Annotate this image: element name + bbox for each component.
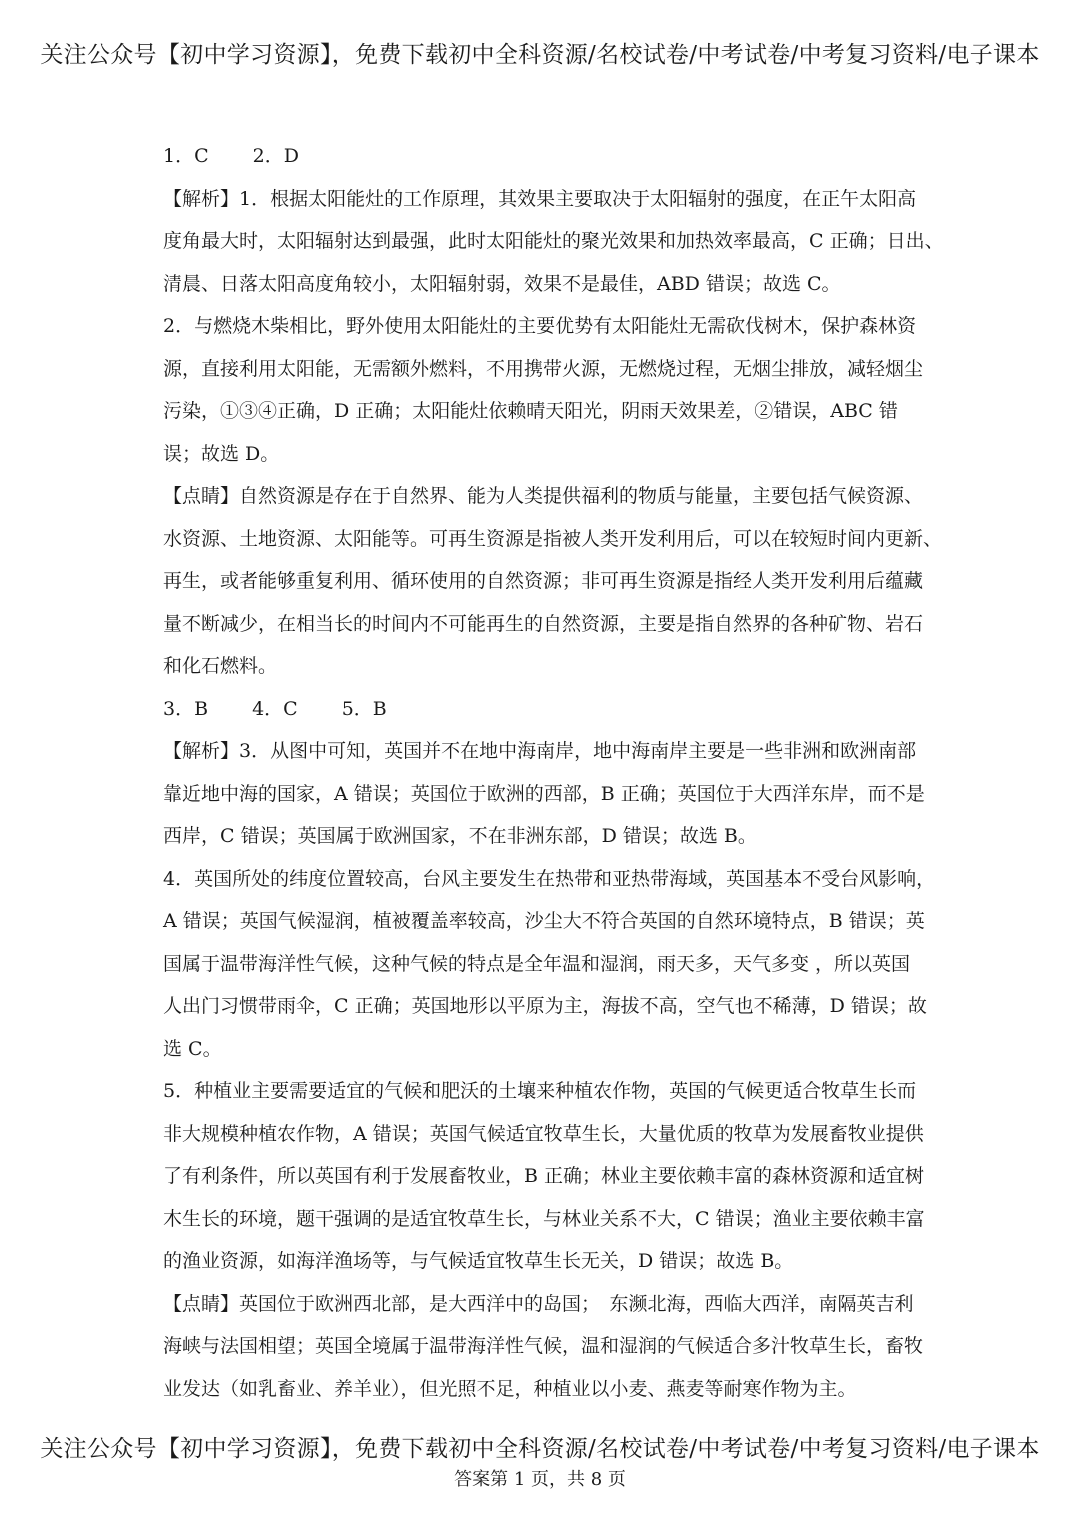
header-banner: 关注公众号【初中学习资源】，免费下载初中全科资源/名校试卷/中考试卷/中考复习资料/电子课本	[40, 42, 1040, 68]
analysis-line: 2．与燃烧木柴相比，野外使用太阳能灶的主要优势有太阳能灶无需砍伐树木，保护森林资	[163, 315, 917, 337]
key-point-line: 再生，或者能够重复利用、循环使用的自然资源；非可再生资源是指经人类开发利用后蕴藏	[163, 570, 924, 592]
analysis-line: 靠近地中海的国家，A 错误；英国位于欧洲的西部，B 正确；英国位于大西洋东岸，而不是	[163, 782, 925, 805]
key-point-line: 【点睛】自然资源是存在于自然界、能为人类提供福利的物质与能量，主要包括气候资源、	[163, 485, 924, 507]
analysis-line: 清晨、日落太阳高度角较小，太阳辐射弱，效果不是最佳，ABD 错误；故选 C。	[163, 272, 841, 295]
key-point-line: 量不断减少，在相当长的时间内不可能再生的自然资源，主要是指自然界的各种矿物、岩石	[163, 612, 924, 635]
key-point-line: 业发达（如乳畜业、养羊业），但光照不足，种植业以小麦、燕麦等耐寒作物为主。	[163, 1377, 857, 1400]
analysis-line: 【解析】1．根据太阳能灶的工作原理，其效果主要取决于太阳辐射的强度，在正午太阳高	[163, 187, 917, 210]
analysis-line: 人出门习惯带雨伞，C 正确；英国地形以平原为主，海拔不高，空气也不稀薄，D 错误；故	[163, 995, 927, 1017]
analysis-line: 污染，①③④正确，D 正确；太阳能灶依赖晴天阳光，阴雨天效果差，②错误，ABC 错	[163, 400, 898, 422]
analysis-line: 度角最大时，太阳辐射达到最强，此时太阳能灶的聚光效果和加热效率最高，C 正确；日出、	[163, 230, 944, 252]
analysis-line: 木生长的环境，题干强调的是适宜牧草生长，与林业关系不大，C 错误；渔业主要依赖丰富	[163, 1207, 925, 1230]
analysis-line: 4．英国所处的纬度位置较高，台风主要发生在热带和亚热带海域，英国基本不受台风影响，	[163, 867, 936, 890]
analysis-line: 非大规模种植农作物，A 错误；英国气候适宜牧草生长，大量优质的牧草为发展畜牧业提供	[163, 1122, 924, 1145]
answer-q3: 3．B	[163, 697, 209, 720]
analysis-line: 的渔业资源，如海洋渔场等，与气候适宜牧草生长无关，D 错误；故选 B。	[163, 1250, 794, 1272]
answer-content	[163, 135, 944, 1410]
key-point-line: 和化石燃料。	[163, 655, 278, 677]
analysis-line: 了有利条件，所以英国有利于发展畜牧业，B 正确；林业主要依赖丰富的森林资源和适宜树	[163, 1165, 925, 1187]
footer-banner: 关注公众号【初中学习资源】，免费下载初中全科资源/名校试卷/中考试卷/中考复习资料/电子课本	[40, 1436, 1040, 1462]
analysis-line: 国属于温带海洋性气候，这种气候的特点是全年温和湿润，雨天多，天气多变 ，所以英国	[163, 952, 911, 975]
analysis-line: A 错误；英国气候湿润，植被覆盖率较高，沙尘大不符合英国的自然环境特点，B 错误；英	[163, 910, 925, 932]
key-point-line: 水资源、土地资源、太阳能等。可再生资源是指被人类开发利用后，可以在较短时间内更新、	[163, 527, 943, 550]
analysis-line: 误；故选 D。	[163, 442, 280, 465]
key-point-line: 【点睛】英国位于欧洲西北部，是大西洋中的岛国； 东濒北海，西临大西洋，南隔英吉利	[163, 1292, 914, 1315]
answer-line-q1-q2	[163, 135, 925, 178]
analysis-line: 西岸，C 错误；英国属于欧洲国家，不在非洲东部，D 错误；故选 B。	[163, 825, 757, 847]
key-point-line: 海峡与法国相望；英国全境属于温带海洋性气候，温和湿润的气候适合多汁牧草生长，畜牧	[163, 1335, 924, 1357]
answer-line-q3-q5	[163, 688, 925, 731]
answer-q5: 5．B	[341, 697, 387, 720]
analysis-line: 选 C。	[163, 1037, 222, 1060]
analysis-line: 5．种植业主要需要适宜的气候和肥沃的土壤来种植农作物，英国的气候更适合牧草生长而	[163, 1080, 917, 1102]
answer-q4: 4．C	[252, 697, 298, 720]
page-number: 答案第 1 页，共 8 页	[454, 1469, 626, 1490]
analysis-line: 源，直接利用太阳能，无需额外燃料，不用携带火源，无燃烧过程，无烟尘排放，减轻烟尘	[163, 357, 924, 380]
analysis-line: 【解析】3．从图中可知，英国并不在地中海南岸，地中海南岸主要是一些非洲和欧洲南部	[163, 740, 917, 762]
answer-q1: 1．C	[163, 145, 209, 167]
answer-q2: 2．D	[252, 145, 299, 167]
